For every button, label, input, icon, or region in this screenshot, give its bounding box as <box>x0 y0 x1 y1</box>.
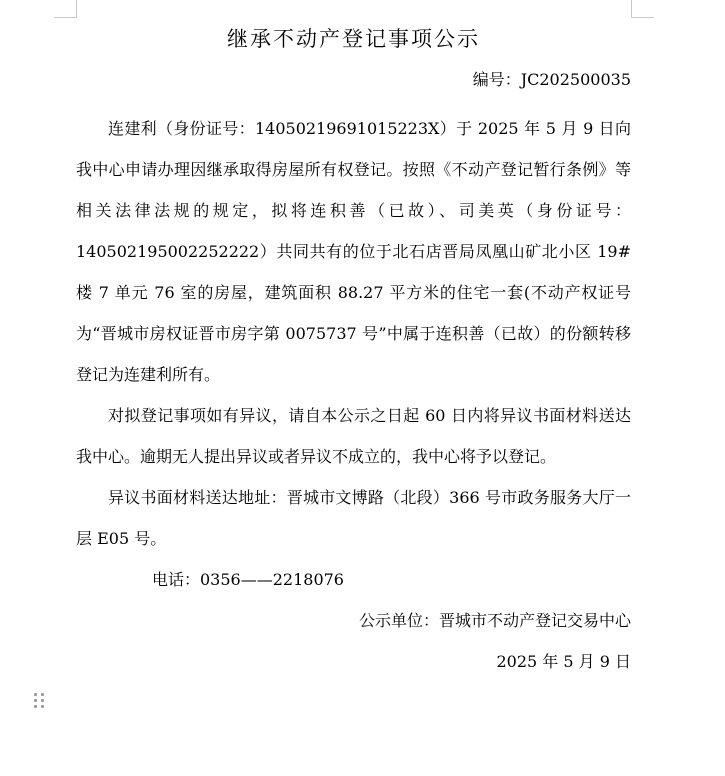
drag-handle-dot <box>34 693 37 696</box>
document-title: 继承不动产登记事项公示 <box>227 27 480 51</box>
document-page[interactable] <box>76 22 631 682</box>
paragraph-application: 连建利（身份证号：14050219691015223X）于 2025 年 5 月 9 日向我中心申请办理因继承取得房屋所有权登记。按照《不动产登记暂行条例》等相关法律法规的规定，拟将连积善（已故）、司美英（身份证号：140502195002252222）共同共有的位于北石店晋局凤凰山矿北小区 19#楼 7 单元 76 室的房屋，建筑面积 88.27 平方米的住宅一套(不动产权证号为“晋城市房权证晋市房字第 0075737 号”中属于连积善（已故）的份额转移登记为连建利所有。 <box>76 119 631 384</box>
serial-number: 编号：JC202500035 <box>472 70 631 89</box>
drag-handle-dot <box>34 699 37 702</box>
drag-handle-dot <box>41 699 44 702</box>
page-corner-top-right <box>631 0 654 18</box>
paragraph-objection: 对拟登记事项如有异议，请自本公示之日起 60 日内将异议书面材料送达我中心。逾期无人提出异议或者异议不成立的，我中心将予以登记。 <box>76 406 631 466</box>
drag-handle-dot <box>41 705 44 708</box>
drag-handle-dot <box>41 693 44 696</box>
paragraph-address: 异议书面材料送达地址：晋城市文博路（北段）366 号市政务服务大厅一层 E05 号。 <box>76 488 631 548</box>
phone-line: 电话：0356——2218076 <box>152 570 344 589</box>
publisher-line: 公示单位：晋城市不动产登记交易中心 <box>358 611 631 630</box>
page-corner-top-left <box>54 0 77 18</box>
drag-handle-dot <box>34 705 37 708</box>
drag-handle-icon[interactable] <box>34 693 46 709</box>
publish-date: 2025 年 5 月 9 日 <box>496 652 631 671</box>
